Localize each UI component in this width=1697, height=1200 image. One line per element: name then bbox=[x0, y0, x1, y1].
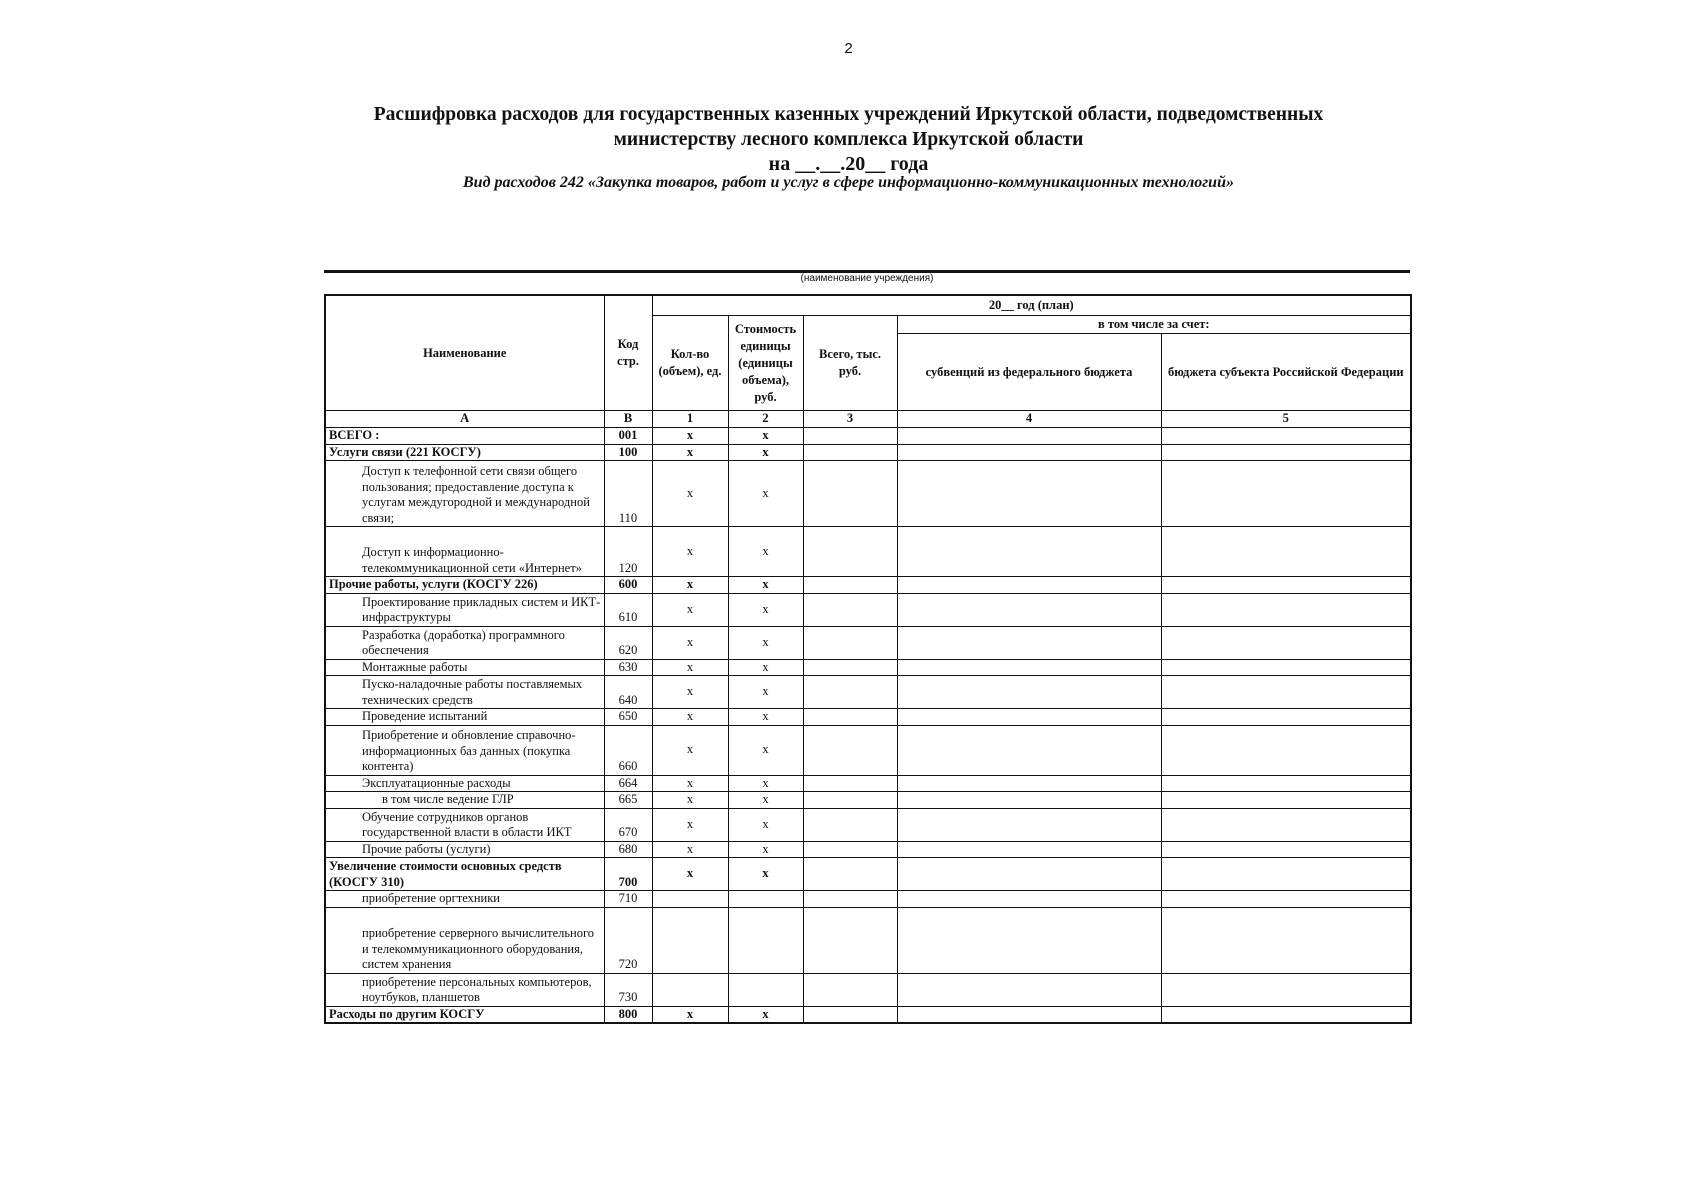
table-row bbox=[325, 577, 1411, 594]
row-unit-cost: х bbox=[728, 577, 803, 594]
row-unit-cost: х bbox=[728, 626, 803, 659]
row-quantity: х bbox=[652, 841, 728, 858]
row-total bbox=[803, 461, 897, 527]
table-row bbox=[325, 676, 1411, 709]
row-unit-cost bbox=[728, 973, 803, 1006]
row-name: Доступ к телефонной сети связи общего пользования; предоставление доступа к услугам междугородной и международной связи; bbox=[325, 461, 604, 527]
table-row bbox=[325, 709, 1411, 726]
row-name: ВСЕГО : bbox=[325, 428, 604, 445]
row-code: 001 bbox=[604, 428, 652, 445]
row-federal bbox=[897, 808, 1161, 841]
page-number: 2 bbox=[844, 40, 853, 57]
row-quantity: х bbox=[652, 676, 728, 709]
row-quantity: х bbox=[652, 1006, 728, 1023]
row-regional bbox=[1161, 659, 1411, 676]
table-row bbox=[325, 891, 1411, 908]
institution-caption: (наименование учреждения) bbox=[800, 273, 934, 284]
row-quantity bbox=[652, 973, 728, 1006]
column-number-row bbox=[325, 411, 1411, 428]
header-name: Наименование bbox=[325, 295, 604, 411]
row-quantity: х bbox=[652, 577, 728, 594]
column-number: 2 bbox=[728, 411, 803, 428]
row-quantity: х bbox=[652, 444, 728, 461]
row-federal bbox=[897, 577, 1161, 594]
row-total bbox=[803, 858, 897, 891]
row-quantity: х bbox=[652, 858, 728, 891]
header-regional: бюджета субъекта Российской Федерации bbox=[1161, 334, 1411, 411]
row-federal bbox=[897, 858, 1161, 891]
row-total bbox=[803, 527, 897, 577]
row-unit-cost: х bbox=[728, 792, 803, 809]
column-number: В bbox=[604, 411, 652, 428]
row-code: 640 bbox=[604, 676, 652, 709]
row-name: Расходы по другим КОСГУ bbox=[325, 1006, 604, 1023]
row-code: 110 bbox=[604, 461, 652, 527]
table-row bbox=[325, 792, 1411, 809]
table-row bbox=[325, 527, 1411, 577]
table-row bbox=[325, 725, 1411, 775]
column-number: 5 bbox=[1161, 411, 1411, 428]
row-regional bbox=[1161, 593, 1411, 626]
row-unit-cost: х bbox=[728, 725, 803, 775]
row-unit-cost: х bbox=[728, 659, 803, 676]
row-regional bbox=[1161, 792, 1411, 809]
row-quantity: х bbox=[652, 461, 728, 527]
table-row bbox=[325, 626, 1411, 659]
row-total bbox=[803, 709, 897, 726]
row-quantity bbox=[652, 891, 728, 908]
row-code: 710 bbox=[604, 891, 652, 908]
row-unit-cost: х bbox=[728, 593, 803, 626]
row-quantity: х bbox=[652, 709, 728, 726]
row-federal bbox=[897, 593, 1161, 626]
row-unit-cost: х bbox=[728, 461, 803, 527]
row-quantity: х bbox=[652, 527, 728, 577]
row-total bbox=[803, 428, 897, 445]
document-subtitle: Вид расходов 242 «Закупка товаров, работ и услуг в сфере информационно-коммуникационных технологий» bbox=[463, 174, 1234, 191]
row-total bbox=[803, 659, 897, 676]
row-name: приобретение оргтехники bbox=[325, 891, 604, 908]
row-name: приобретение персональных компьютеров, ноутбуков, планшетов bbox=[325, 973, 604, 1006]
row-name: Эксплуатационные расходы bbox=[325, 775, 604, 792]
table-body bbox=[325, 428, 1411, 1024]
row-name: в том числе ведение ГЛР bbox=[325, 792, 604, 809]
row-regional bbox=[1161, 626, 1411, 659]
row-quantity: х bbox=[652, 725, 728, 775]
table-row bbox=[325, 973, 1411, 1006]
row-quantity: х bbox=[652, 626, 728, 659]
column-number: 1 bbox=[652, 411, 728, 428]
table-row bbox=[325, 444, 1411, 461]
row-total bbox=[803, 841, 897, 858]
row-federal bbox=[897, 775, 1161, 792]
expense-table bbox=[324, 294, 1412, 1024]
row-code: 620 bbox=[604, 626, 652, 659]
row-code: 630 bbox=[604, 659, 652, 676]
row-federal bbox=[897, 428, 1161, 445]
row-quantity: х bbox=[652, 428, 728, 445]
row-total bbox=[803, 792, 897, 809]
row-regional bbox=[1161, 709, 1411, 726]
row-unit-cost: х bbox=[728, 775, 803, 792]
row-federal bbox=[897, 1006, 1161, 1023]
row-federal bbox=[897, 709, 1161, 726]
header-code: Код стр. bbox=[604, 295, 652, 411]
row-total bbox=[803, 444, 897, 461]
table-row bbox=[325, 593, 1411, 626]
row-quantity: х bbox=[652, 659, 728, 676]
row-name: Увеличение стоимости основных средств (КОСГУ 310) bbox=[325, 858, 604, 891]
row-total bbox=[803, 775, 897, 792]
row-code: 730 bbox=[604, 973, 652, 1006]
row-total bbox=[803, 626, 897, 659]
row-name: Услуги связи (221 КОСГУ) bbox=[325, 444, 604, 461]
row-code: 664 bbox=[604, 775, 652, 792]
row-code: 800 bbox=[604, 1006, 652, 1023]
row-federal bbox=[897, 461, 1161, 527]
row-total bbox=[803, 725, 897, 775]
row-regional bbox=[1161, 858, 1411, 891]
row-unit-cost bbox=[728, 891, 803, 908]
table-row bbox=[325, 858, 1411, 891]
title-date-line: на __.__.20__ года bbox=[768, 153, 929, 175]
row-federal bbox=[897, 725, 1161, 775]
row-quantity: х bbox=[652, 792, 728, 809]
row-unit-cost bbox=[728, 907, 803, 973]
row-regional bbox=[1161, 428, 1411, 445]
table-row bbox=[325, 775, 1411, 792]
row-name: Приобретение и обновление справочно-информационных баз данных (покупка контента) bbox=[325, 725, 604, 775]
row-name: приобретение серверного вычислительного и телекоммуникационного оборудования, систем хранения bbox=[325, 907, 604, 973]
row-federal bbox=[897, 841, 1161, 858]
header-federal: субвенций из федерального бюджета bbox=[897, 334, 1161, 411]
row-regional bbox=[1161, 577, 1411, 594]
row-regional bbox=[1161, 808, 1411, 841]
row-unit-cost: х bbox=[728, 527, 803, 577]
table-row bbox=[325, 659, 1411, 676]
row-total bbox=[803, 973, 897, 1006]
row-name: Прочие работы, услуги (КОСГУ 226) bbox=[325, 577, 604, 594]
table-row bbox=[325, 461, 1411, 527]
row-federal bbox=[897, 676, 1161, 709]
row-name: Разработка (доработка) программного обеспечения bbox=[325, 626, 604, 659]
row-total bbox=[803, 907, 897, 973]
row-regional bbox=[1161, 907, 1411, 973]
row-regional bbox=[1161, 841, 1411, 858]
row-federal bbox=[897, 792, 1161, 809]
row-regional bbox=[1161, 725, 1411, 775]
row-code: 700 bbox=[604, 858, 652, 891]
row-unit-cost: х bbox=[728, 676, 803, 709]
row-total bbox=[803, 891, 897, 908]
row-unit-cost: х bbox=[728, 841, 803, 858]
title-line-2: министерству лесного комплекса Иркутской области bbox=[613, 129, 1084, 150]
row-regional bbox=[1161, 973, 1411, 1006]
row-name: Монтажные работы bbox=[325, 659, 604, 676]
row-code: 670 bbox=[604, 808, 652, 841]
row-code: 680 bbox=[604, 841, 652, 858]
row-name: Обучение сотрудников органов государственной власти в области ИКТ bbox=[325, 808, 604, 841]
column-number: А bbox=[325, 411, 604, 428]
row-code: 720 bbox=[604, 907, 652, 973]
row-quantity: х bbox=[652, 593, 728, 626]
row-code: 610 bbox=[604, 593, 652, 626]
row-federal bbox=[897, 626, 1161, 659]
row-code: 120 bbox=[604, 527, 652, 577]
row-total bbox=[803, 676, 897, 709]
row-code: 665 bbox=[604, 792, 652, 809]
row-code: 660 bbox=[604, 725, 652, 775]
header-total: Всего, тыс. руб. bbox=[803, 316, 897, 411]
row-federal bbox=[897, 659, 1161, 676]
row-unit-cost: х bbox=[728, 444, 803, 461]
row-unit-cost: х bbox=[728, 1006, 803, 1023]
row-regional bbox=[1161, 891, 1411, 908]
row-unit-cost: х bbox=[728, 428, 803, 445]
row-federal bbox=[897, 891, 1161, 908]
row-unit-cost: х bbox=[728, 709, 803, 726]
row-total bbox=[803, 808, 897, 841]
row-name: Доступ к информационно-телекоммуникационной сети «Интернет» bbox=[325, 527, 604, 577]
row-name: Проведение испытаний bbox=[325, 709, 604, 726]
header-quantity: Кол-во (объем), ед. bbox=[652, 316, 728, 411]
table-row bbox=[325, 841, 1411, 858]
row-quantity bbox=[652, 907, 728, 973]
row-unit-cost: х bbox=[728, 858, 803, 891]
row-regional bbox=[1161, 676, 1411, 709]
column-number: 4 bbox=[897, 411, 1161, 428]
row-code: 650 bbox=[604, 709, 652, 726]
column-number: 3 bbox=[803, 411, 897, 428]
row-name: Пуско-наладочные работы поставляемых технических средств bbox=[325, 676, 604, 709]
table-row bbox=[325, 808, 1411, 841]
document-title bbox=[0, 102, 1697, 177]
row-name: Прочие работы (услуги) bbox=[325, 841, 604, 858]
row-total bbox=[803, 577, 897, 594]
row-code: 600 bbox=[604, 577, 652, 594]
row-quantity: х bbox=[652, 808, 728, 841]
header-including: в том числе за счет: bbox=[897, 316, 1411, 334]
row-total bbox=[803, 1006, 897, 1023]
row-federal bbox=[897, 973, 1161, 1006]
row-federal bbox=[897, 444, 1161, 461]
row-total bbox=[803, 593, 897, 626]
header-unit-cost: Стоимость единицы (единицы объема), руб. bbox=[728, 316, 803, 411]
row-quantity: х bbox=[652, 775, 728, 792]
row-regional bbox=[1161, 1006, 1411, 1023]
row-code: 100 bbox=[604, 444, 652, 461]
row-regional bbox=[1161, 775, 1411, 792]
row-unit-cost: х bbox=[728, 808, 803, 841]
row-regional bbox=[1161, 444, 1411, 461]
row-regional bbox=[1161, 527, 1411, 577]
table-row bbox=[325, 907, 1411, 973]
row-name: Проектирование прикладных систем и ИКТ-инфраструктуры bbox=[325, 593, 604, 626]
row-regional bbox=[1161, 461, 1411, 527]
title-line-1: Расшифровка расходов для государственных казенных учреждений Иркутской области, подведомственных bbox=[373, 104, 1324, 125]
table-row bbox=[325, 1006, 1411, 1023]
row-federal bbox=[897, 907, 1161, 973]
row-federal bbox=[897, 527, 1161, 577]
header-year-plan: 20__ год (план) bbox=[652, 295, 1411, 316]
table-row bbox=[325, 428, 1411, 445]
